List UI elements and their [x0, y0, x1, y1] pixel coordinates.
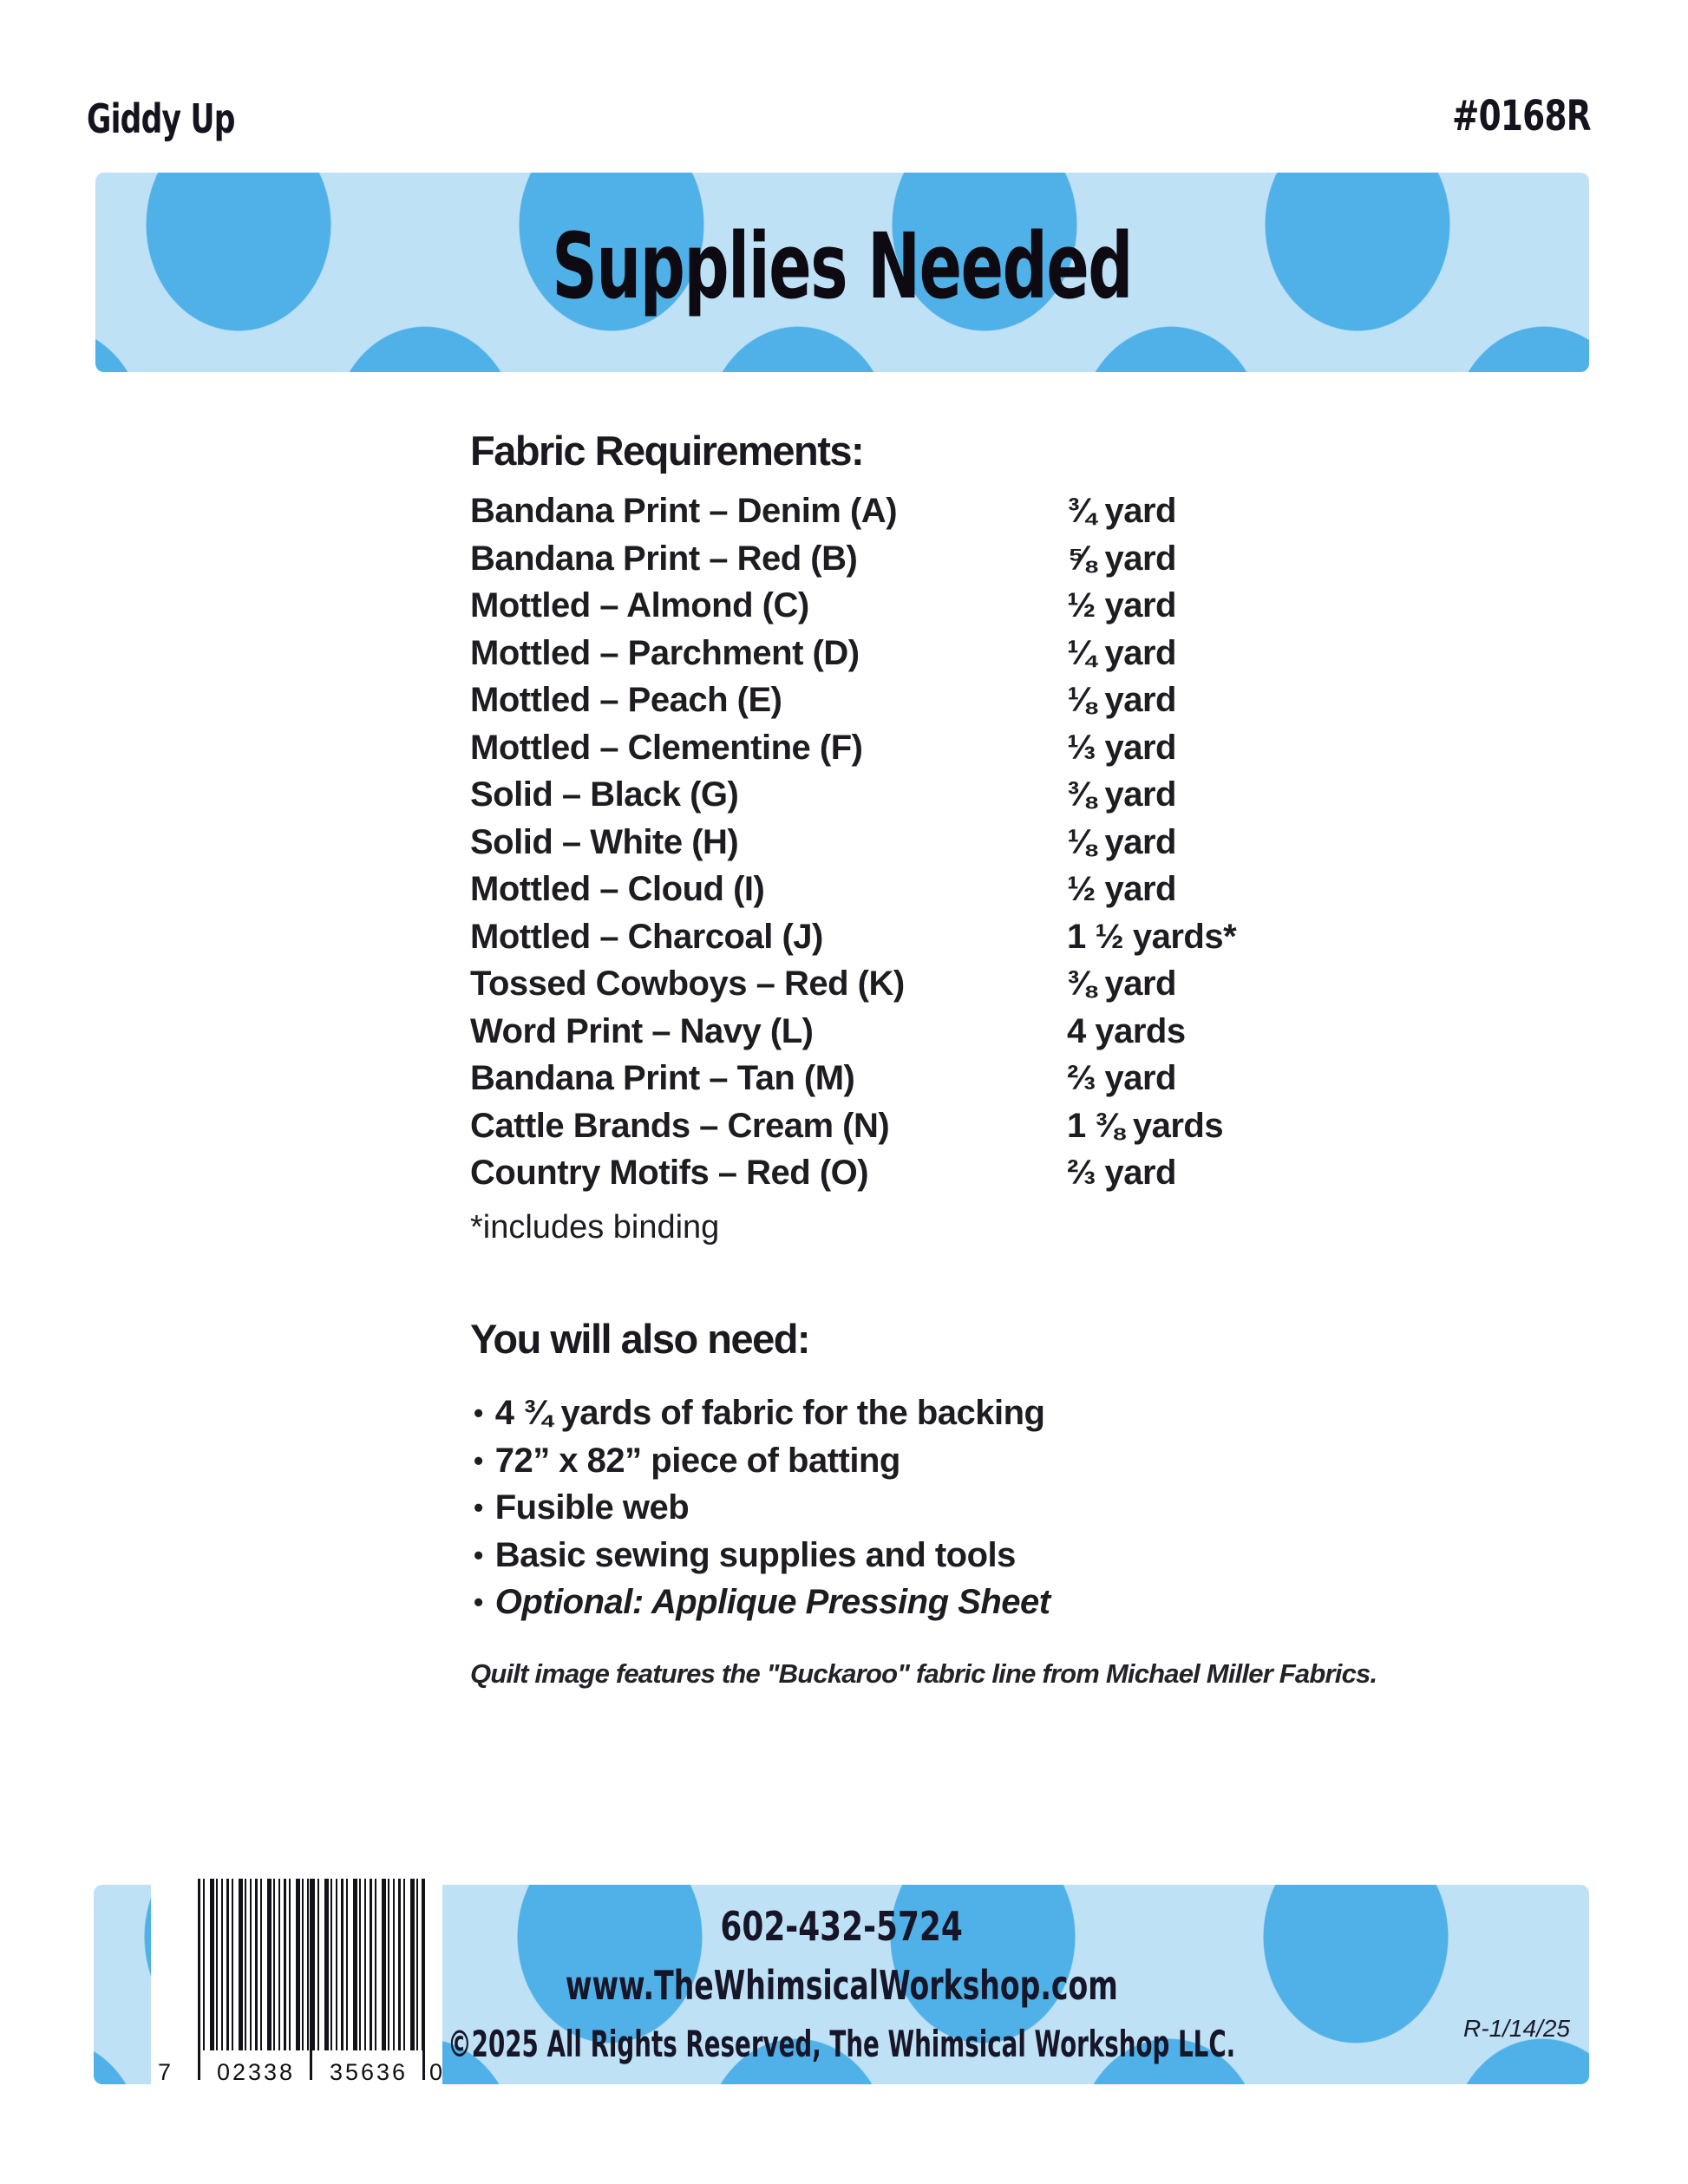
- barcode-digit: 0: [429, 2059, 442, 2085]
- fabric-row: [470, 1008, 1303, 1056]
- fabric-label: Solid – White (H): [470, 822, 739, 861]
- fabric-label: Bandana Print – Tan (M): [470, 1059, 855, 1097]
- fabric-row: [470, 724, 1303, 772]
- also-need-heading: You will also need:: [470, 1316, 810, 1362]
- fabric-amount: 1 ⅜ yards: [1067, 1106, 1224, 1145]
- fabric-row: [470, 866, 1303, 913]
- fabric-amount: ¾ yard: [1067, 492, 1176, 530]
- barcode-digits-group: 35636: [321, 2059, 416, 2086]
- fabric-amount: ⅜ yard: [1067, 775, 1176, 814]
- fabric-label: Solid – Black (G): [470, 775, 739, 814]
- barcode-digits-group: 02338: [208, 2059, 304, 2086]
- fabric-amount: ⅛ yard: [1067, 822, 1176, 861]
- fabric-row: [470, 1149, 1303, 1197]
- fabric-row: [470, 771, 1303, 819]
- fabric-label: Cattle Brands – Cream (N): [470, 1106, 890, 1145]
- fabric-row: [470, 535, 1303, 583]
- fabric-amount: ⅔ yard: [1067, 1059, 1176, 1097]
- fabric-label: Tossed Cowboys – Red (K): [470, 964, 905, 1003]
- fabric-amount: 1 ½ yards*: [1067, 917, 1237, 956]
- binding-footnote: *includes binding: [470, 1209, 720, 1246]
- fabric-row: [470, 819, 1303, 866]
- website-url: www.TheWhimsicalWorkshop.com: [565, 1962, 1118, 2009]
- fabric-row: [470, 630, 1303, 677]
- fabric-amount: ⅝ yard: [1067, 539, 1176, 578]
- page-title: Supplies Needed: [552, 213, 1133, 319]
- also-need-list: [474, 1390, 1050, 1626]
- barcode: [151, 1867, 442, 2089]
- copyright-text: ©2025 All Rights Reserved, The Whimsical Workshop LLC.: [447, 2023, 1236, 2065]
- fabric-label: Mottled – Charcoal (J): [470, 917, 823, 956]
- barcode-guard-bar: [198, 1879, 200, 2080]
- barcode-digit: 7: [158, 2059, 172, 2085]
- fabric-amount: ½ yard: [1067, 586, 1176, 624]
- pattern-name: Giddy Up: [87, 95, 235, 142]
- fabric-label: Bandana Print – Denim (A): [470, 492, 898, 530]
- fabric-label: Mottled – Parchment (D): [470, 633, 860, 672]
- fabric-row: [470, 960, 1303, 1008]
- fabric-label: Mottled – Peach (E): [470, 681, 782, 719]
- fabric-requirements-list: [470, 487, 1303, 1197]
- also-need-text: Basic sewing supplies and tools: [494, 1535, 1016, 1574]
- fabric-label: Country Motifs – Red (O): [470, 1154, 869, 1192]
- fabric-amount: 4 yards: [1067, 1011, 1186, 1050]
- barcode-guard-bar: [310, 1879, 312, 2080]
- also-need-item: [474, 1437, 1050, 1485]
- fabric-row: [470, 677, 1303, 724]
- fabric-row: [470, 582, 1303, 630]
- fabric-label: Mottled – Almond (C): [470, 586, 809, 624]
- also-need-text: Fusible web: [494, 1488, 690, 1527]
- fabric-amount: ½ yard: [1067, 870, 1176, 908]
- fabric-credit-note: Quilt image features the "Buckaroo" fabric line from Michael Miller Fabrics.: [470, 1658, 1377, 1689]
- fabric-row: [470, 913, 1303, 961]
- bullet-icon: •: [474, 1397, 483, 1429]
- fabric-amount: ⅓ yard: [1067, 728, 1176, 767]
- bullet-icon: •: [474, 1444, 483, 1476]
- bullet-icon: •: [474, 1586, 483, 1618]
- fabric-amount: ¼ yard: [1067, 633, 1176, 672]
- pattern-number: #0168R: [1452, 92, 1591, 141]
- revision-code: R-1/14/25: [1463, 2015, 1570, 2042]
- also-need-text: 4 ¾ yards of fabric for the backing: [494, 1394, 1045, 1432]
- fabric-row: [470, 487, 1303, 535]
- phone-number: 602-432-5724: [720, 1903, 963, 1950]
- also-need-text: 72” x 82” piece of batting: [494, 1441, 900, 1480]
- also-need-text: Optional: Applique Pressing Sheet: [494, 1583, 1050, 1621]
- fabric-requirements-heading: Fabric Requirements:: [470, 428, 864, 474]
- fabric-row: [470, 1055, 1303, 1102]
- fabric-label: Mottled – Cloud (I): [470, 870, 765, 908]
- also-need-item: [474, 1390, 1050, 1437]
- fabric-label: Bandana Print – Red (B): [470, 539, 858, 578]
- bullet-icon: •: [474, 1492, 483, 1523]
- fabric-amount: ⅜ yard: [1067, 964, 1176, 1003]
- also-need-item: [474, 1484, 1050, 1532]
- barcode-guard-bar: [422, 1879, 425, 2080]
- fabric-amount: ⅔ yard: [1067, 1154, 1176, 1192]
- fabric-label: Mottled – Clementine (F): [470, 728, 863, 767]
- supplies-banner: [95, 173, 1589, 372]
- fabric-row: [470, 1102, 1303, 1150]
- bullet-icon: •: [474, 1539, 483, 1571]
- fabric-label: Word Print – Navy (L): [470, 1011, 814, 1050]
- also-need-item-optional: [474, 1579, 1050, 1626]
- also-need-item: [474, 1532, 1050, 1579]
- fabric-amount: ⅛ yard: [1067, 681, 1176, 719]
